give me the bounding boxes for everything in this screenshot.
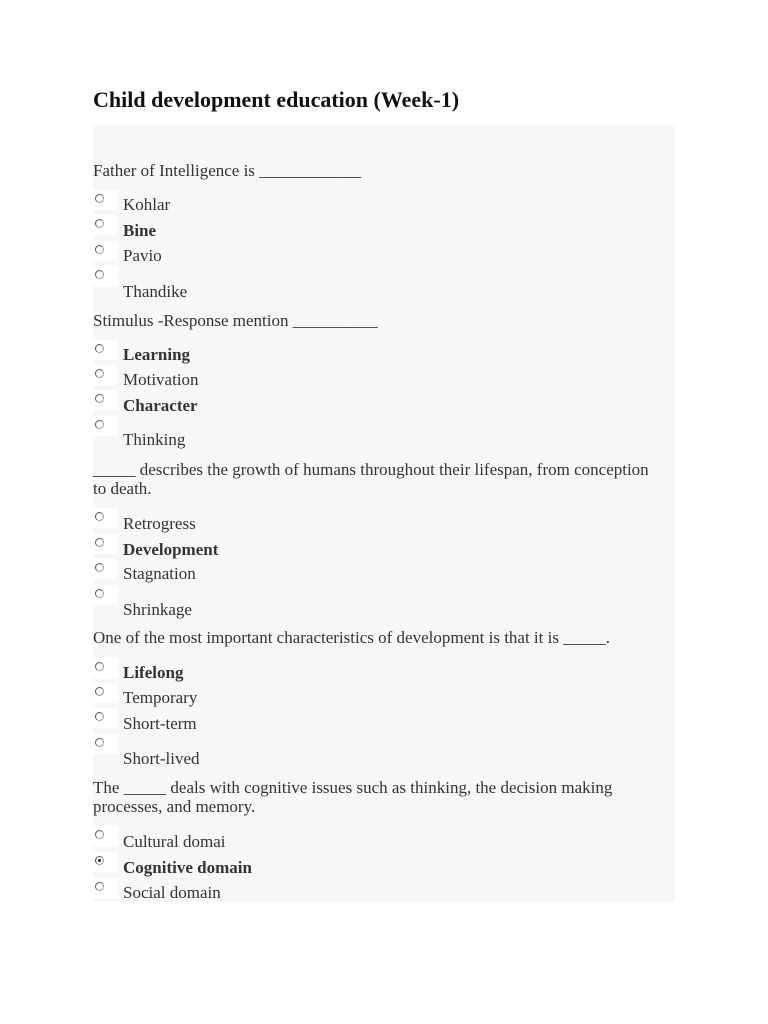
option-radio[interactable] [93, 266, 118, 286]
radio-button-icon[interactable] [95, 512, 104, 521]
radio-button-icon[interactable] [95, 738, 104, 747]
option-label: Social domain [123, 883, 221, 902]
option-label: Thinking [123, 430, 186, 449]
radio-button-icon[interactable] [95, 420, 104, 429]
option-label: Stagnation [123, 564, 196, 583]
option-label: Motivation [123, 370, 199, 389]
option-label: Short-term [123, 714, 197, 733]
radio-button-icon[interactable] [95, 687, 104, 696]
option-label: Shrinkage [123, 600, 192, 619]
option-radio[interactable] [93, 190, 118, 210]
option-radio[interactable] [93, 390, 118, 410]
radio-button-icon[interactable] [95, 882, 104, 891]
option-label: Short-lived [123, 749, 200, 768]
radio-button-icon[interactable] [95, 538, 104, 547]
option-radio[interactable] [93, 241, 118, 261]
page-title: Child development education (Week-1) [93, 87, 460, 112]
radio-button-icon[interactable] [95, 194, 104, 203]
option-radio[interactable] [93, 365, 118, 385]
radio-button-icon[interactable] [95, 563, 104, 572]
option-label: Temporary [123, 688, 198, 707]
option-radio[interactable] [93, 878, 118, 898]
question-text: One of the most important characteristics of development is that it is _____. [93, 628, 610, 647]
option-radio[interactable] [93, 508, 118, 528]
question-text: _____ describes the growth of humans throughout their lifespan, from conception to death. [93, 460, 649, 498]
radio-button-icon[interactable] [95, 830, 104, 839]
radio-button-icon[interactable] [95, 662, 104, 671]
option-radio[interactable] [93, 826, 118, 846]
radio-button-icon[interactable] [95, 589, 104, 598]
question-text: The _____ deals with cognitive issues such as thinking, the decision making processes, and memory. [93, 778, 613, 816]
option-label: Development [123, 540, 219, 559]
option-radio[interactable] [93, 340, 118, 360]
radio-button-icon[interactable] [95, 245, 104, 254]
option-label: Retrogress [123, 514, 196, 533]
option-radio[interactable] [93, 416, 118, 436]
option-radio[interactable] [93, 708, 118, 728]
radio-button-icon[interactable] [95, 344, 104, 353]
option-radio[interactable] [93, 852, 118, 872]
option-radio[interactable] [93, 683, 118, 703]
option-radio[interactable] [93, 534, 118, 554]
radio-button-icon[interactable] [95, 394, 104, 403]
option-label: Thandike [123, 282, 188, 301]
option-radio[interactable] [93, 585, 118, 605]
option-radio[interactable] [93, 559, 118, 579]
option-label: Learning [123, 345, 191, 364]
radio-button-icon[interactable] [95, 270, 104, 279]
option-radio[interactable] [93, 734, 118, 754]
question-text: Father of Intelligence is ____________ [93, 161, 362, 180]
option-label: Pavio [123, 246, 162, 265]
option-radio[interactable] [93, 215, 118, 235]
option-label: Cultural domai [123, 832, 226, 851]
radio-button-icon[interactable] [95, 369, 104, 378]
option-label: Kohlar [123, 195, 171, 214]
option-label: Bine [123, 221, 157, 240]
option-label: Character [123, 396, 198, 415]
radio-button-icon[interactable] [95, 219, 104, 228]
option-label: Lifelong [123, 663, 184, 682]
radio-button-icon[interactable] [95, 712, 104, 721]
option-radio[interactable] [93, 658, 118, 678]
option-label: Cognitive domain [123, 858, 252, 877]
question-text: Stimulus -Response mention __________ [93, 311, 378, 330]
radio-button-selected-icon[interactable] [95, 856, 104, 865]
